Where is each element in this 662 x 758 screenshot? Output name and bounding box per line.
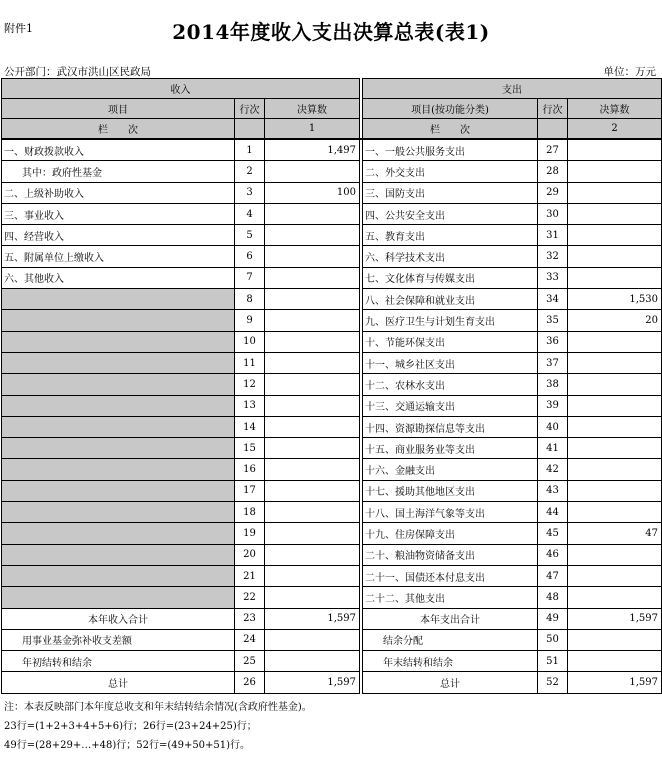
income-line-cell: 5 xyxy=(235,225,265,246)
income-amount-cell xyxy=(265,161,360,182)
income-amount-cell xyxy=(265,629,360,650)
income-column-label: 栏 次 xyxy=(2,119,235,140)
footnote-line: 49行=(28+29+…+48)行；52行=(49+50+51)行。 xyxy=(4,740,251,751)
expense-item-cell: 十一、城乡社区支出 xyxy=(363,352,538,373)
income-item-cell xyxy=(2,438,235,459)
table-row xyxy=(2,438,662,459)
total-row xyxy=(2,651,662,672)
expense-item-cell: 十三、交通运输支出 xyxy=(363,395,538,416)
income-line-cell: 26 xyxy=(235,672,265,693)
annex-label: 附件1 xyxy=(4,22,33,35)
expense-line-cell: 32 xyxy=(538,246,568,267)
expense-line-cell: 29 xyxy=(538,182,568,203)
income-item-cell xyxy=(2,310,235,331)
expense-line-cell: 40 xyxy=(538,416,568,437)
expense-amount-cell xyxy=(568,502,662,523)
expense-amount-cell: 1,597 xyxy=(568,608,662,629)
expense-item-cell: 十、节能环保支出 xyxy=(363,331,538,352)
expense-total-label: 本年支出合计 xyxy=(363,608,538,629)
table-row xyxy=(2,182,662,203)
total-row xyxy=(2,608,662,629)
expense-item-cell: 一、一般公共服务支出 xyxy=(363,139,538,161)
page-title: 2014年度收入支出决算总表(表1) xyxy=(172,20,490,44)
table-row xyxy=(2,139,662,161)
income-line-cell: 17 xyxy=(235,480,265,501)
expense-amount-cell xyxy=(568,352,662,373)
table-row xyxy=(2,225,662,246)
total-row xyxy=(2,629,662,650)
expense-amount-header: 决算数 xyxy=(568,99,662,119)
table-row xyxy=(2,267,662,288)
table-row xyxy=(2,544,662,565)
expense-item-cell: 四、公共安全支出 xyxy=(363,203,538,224)
expense-line-cell: 49 xyxy=(538,608,568,629)
income-item-cell: 六、其他收入 xyxy=(2,267,235,288)
income-item-cell xyxy=(2,352,235,373)
income-item-cell xyxy=(2,587,235,608)
expense-line-cell: 37 xyxy=(538,352,568,373)
expense-amount-cell xyxy=(568,459,662,480)
table-row xyxy=(2,161,662,182)
expense-line-cell: 51 xyxy=(538,651,568,672)
income-line-cell: 19 xyxy=(235,523,265,544)
income-amount-cell xyxy=(265,331,360,352)
expense-amount-cell xyxy=(568,182,662,203)
expense-line-cell: 43 xyxy=(538,480,568,501)
income-line-cell: 13 xyxy=(235,395,265,416)
expense-line-cell: 41 xyxy=(538,438,568,459)
income-amount-cell: 1,497 xyxy=(265,139,360,161)
income-amount-cell xyxy=(265,267,360,288)
income-line-cell: 15 xyxy=(235,438,265,459)
income-line-cell: 7 xyxy=(235,267,265,288)
expense-line-cell: 50 xyxy=(538,629,568,650)
table-row xyxy=(2,480,662,501)
table-row xyxy=(2,374,662,395)
income-amount-cell xyxy=(265,502,360,523)
income-amount-cell: 100 xyxy=(265,182,360,203)
expense-amount-cell xyxy=(568,587,662,608)
income-amount-cell: 1,597 xyxy=(265,608,360,629)
table-row xyxy=(2,565,662,586)
income-item-cell xyxy=(2,565,235,586)
income-amount-header: 决算数 xyxy=(265,99,360,119)
income-line-cell: 20 xyxy=(235,544,265,565)
expense-amount-cell xyxy=(568,629,662,650)
expense-item-cell: 十二、农林水支出 xyxy=(363,374,538,395)
expense-total-label: 结余分配 xyxy=(363,629,538,650)
income-line-cell: 6 xyxy=(235,246,265,267)
table-row xyxy=(2,395,662,416)
expense-amount-cell xyxy=(568,480,662,501)
income-line-cell: 14 xyxy=(235,416,265,437)
income-amount-cell xyxy=(265,544,360,565)
budget-summary-table xyxy=(1,78,662,694)
income-line-cell: 4 xyxy=(235,203,265,224)
expense-line-cell: 31 xyxy=(538,225,568,246)
income-line-cell: 25 xyxy=(235,651,265,672)
income-amount-cell xyxy=(265,310,360,331)
expense-amount-cell xyxy=(568,395,662,416)
expense-line-cell: 36 xyxy=(538,331,568,352)
expense-amount-cell xyxy=(568,565,662,586)
expense-line-cell: 45 xyxy=(538,523,568,544)
income-total-label: 总计 xyxy=(2,672,235,693)
expense-line-cell: 30 xyxy=(538,203,568,224)
expense-item-cell: 五、教育支出 xyxy=(363,225,538,246)
expense-amount-cell: 1,530 xyxy=(568,289,662,310)
expense-amount-cell xyxy=(568,416,662,437)
expense-amount-cell xyxy=(568,246,662,267)
table-row xyxy=(2,416,662,437)
expense-amount-cell xyxy=(568,139,662,161)
expense-amount-cell xyxy=(568,225,662,246)
expense-line-cell: 28 xyxy=(538,161,568,182)
expense-line-cell: 34 xyxy=(538,289,568,310)
table-row xyxy=(2,203,662,224)
expense-total-label: 年末结转和结余 xyxy=(363,651,538,672)
expense-amount-cell: 47 xyxy=(568,523,662,544)
table-row xyxy=(2,331,662,352)
income-amount-cell xyxy=(265,246,360,267)
income-line-cell: 18 xyxy=(235,502,265,523)
income-amount-cell xyxy=(265,374,360,395)
income-amount-cell xyxy=(265,416,360,437)
footnote-line: 注：本表反映部门本年度总收支和年末结转结余情况(含政府性基金)。 xyxy=(4,702,312,713)
expense-total-label: 总计 xyxy=(363,672,538,693)
income-line-header: 行次 xyxy=(235,99,265,119)
income-line-cell: 10 xyxy=(235,331,265,352)
income-item-cell: 五、附属单位上缴收入 xyxy=(2,246,235,267)
table-row xyxy=(2,352,662,373)
income-line-cell: 1 xyxy=(235,139,265,161)
income-line-cell: 2 xyxy=(235,161,265,182)
expense-header: 支出 xyxy=(363,79,662,99)
income-amount-cell xyxy=(265,459,360,480)
income-item-cell xyxy=(2,374,235,395)
table-row xyxy=(2,523,662,544)
expense-amount-cell xyxy=(568,161,662,182)
income-amount-cell xyxy=(265,565,360,586)
income-total-label: 年初结转和结余 xyxy=(2,651,235,672)
expense-item-cell: 十六、金融支出 xyxy=(363,459,538,480)
department-label: 公开部门：武汉市洪山区民政局 xyxy=(4,66,151,78)
income-amount-cell xyxy=(265,203,360,224)
expense-item-cell: 三、国防支出 xyxy=(363,182,538,203)
income-item-cell xyxy=(2,331,235,352)
income-item-cell xyxy=(2,502,235,523)
income-column-number: 1 xyxy=(265,119,360,140)
income-amount-cell: 1,597 xyxy=(265,672,360,693)
income-line-cell: 3 xyxy=(235,182,265,203)
income-item-cell xyxy=(2,395,235,416)
income-total-label: 用事业基金弥补收支差额 xyxy=(2,629,235,650)
expense-amount-cell xyxy=(568,331,662,352)
income-item-cell xyxy=(2,544,235,565)
income-amount-cell xyxy=(265,352,360,373)
expense-line-cell: 52 xyxy=(538,672,568,693)
income-item-cell: 其中：政府性基金 xyxy=(2,161,235,182)
expense-item-cell: 十五、商业服务业等支出 xyxy=(363,438,538,459)
income-header: 收入 xyxy=(2,79,360,99)
expense-amount-cell xyxy=(568,267,662,288)
expense-line-cell: 46 xyxy=(538,544,568,565)
expense-line-header: 行次 xyxy=(538,99,568,119)
expense-item-cell: 二十二、其他支出 xyxy=(363,587,538,608)
expense-item-cell: 十九、住房保障支出 xyxy=(363,523,538,544)
income-item-cell: 二、上级补助收入 xyxy=(2,182,235,203)
income-line-cell: 24 xyxy=(235,629,265,650)
expense-column-label: 栏 次 xyxy=(363,119,538,140)
income-amount-cell xyxy=(265,225,360,246)
table-row xyxy=(2,310,662,331)
income-line-cell: 16 xyxy=(235,459,265,480)
total-row xyxy=(2,672,662,693)
income-line-cell: 23 xyxy=(235,608,265,629)
income-amount-cell xyxy=(265,289,360,310)
expense-item-cell: 十八、国土海洋气象等支出 xyxy=(363,502,538,523)
income-item-cell: 一、财政拨款收入 xyxy=(2,139,235,161)
income-total-label: 本年收入合计 xyxy=(2,608,235,629)
expense-amount-cell xyxy=(568,544,662,565)
income-amount-cell xyxy=(265,587,360,608)
income-amount-cell xyxy=(265,480,360,501)
expense-amount-cell: 20 xyxy=(568,310,662,331)
income-item-cell xyxy=(2,523,235,544)
table-row xyxy=(2,502,662,523)
expense-line-cell: 39 xyxy=(538,395,568,416)
income-line-cell: 8 xyxy=(235,289,265,310)
expense-item-cell: 十七、援助其他地区支出 xyxy=(363,480,538,501)
income-amount-cell xyxy=(265,651,360,672)
income-item-cell: 三、事业收入 xyxy=(2,203,235,224)
table-row xyxy=(2,246,662,267)
income-line-cell: 22 xyxy=(235,587,265,608)
expense-amount-cell xyxy=(568,203,662,224)
income-amount-cell xyxy=(265,523,360,544)
expense-item-header: 项目(按功能分类) xyxy=(363,99,538,119)
expense-item-cell: 八、社会保障和就业支出 xyxy=(363,289,538,310)
income-item-cell: 四、经营收入 xyxy=(2,225,235,246)
income-item-cell xyxy=(2,416,235,437)
income-line-cell: 11 xyxy=(235,352,265,373)
expense-line-cell: 48 xyxy=(538,587,568,608)
income-item-cell xyxy=(2,459,235,480)
income-item-cell xyxy=(2,289,235,310)
expense-amount-cell xyxy=(568,374,662,395)
expense-item-cell: 二十一、国债还本付息支出 xyxy=(363,565,538,586)
income-line-cell: 9 xyxy=(235,310,265,331)
expense-column-number: 2 xyxy=(568,119,662,140)
table-row xyxy=(2,289,662,310)
table-row xyxy=(2,587,662,608)
table-row xyxy=(2,459,662,480)
expense-item-cell: 二、外交支出 xyxy=(363,161,538,182)
expense-line-cell: 38 xyxy=(538,374,568,395)
expense-amount-cell: 1,597 xyxy=(568,672,662,693)
income-item-header: 项目 xyxy=(2,99,235,119)
expense-line-cell: 44 xyxy=(538,502,568,523)
unit-label: 单位：万元 xyxy=(603,66,656,78)
expense-item-cell: 六、科学技术支出 xyxy=(363,246,538,267)
footnote-line: 23行=(1+2+3+4+5+6)行；26行=(23+24+25)行； xyxy=(4,721,257,732)
footnotes xyxy=(4,698,312,755)
expense-amount-cell xyxy=(568,651,662,672)
expense-item-cell: 九、医疗卫生与计划生育支出 xyxy=(363,310,538,331)
income-amount-cell xyxy=(265,395,360,416)
income-line-cell: 21 xyxy=(235,565,265,586)
expense-line-cell: 33 xyxy=(538,267,568,288)
expense-line-cell: 42 xyxy=(538,459,568,480)
income-amount-cell xyxy=(265,438,360,459)
expense-item-cell: 十四、资源勘探信息等支出 xyxy=(363,416,538,437)
expense-item-cell: 二十、粮油物资储备支出 xyxy=(363,544,538,565)
expense-line-cell: 47 xyxy=(538,565,568,586)
expense-line-cell: 35 xyxy=(538,310,568,331)
expense-item-cell: 七、文化体育与传媒支出 xyxy=(363,267,538,288)
expense-line-cell: 27 xyxy=(538,139,568,161)
income-line-cell: 12 xyxy=(235,374,265,395)
expense-amount-cell xyxy=(568,438,662,459)
income-item-cell xyxy=(2,480,235,501)
